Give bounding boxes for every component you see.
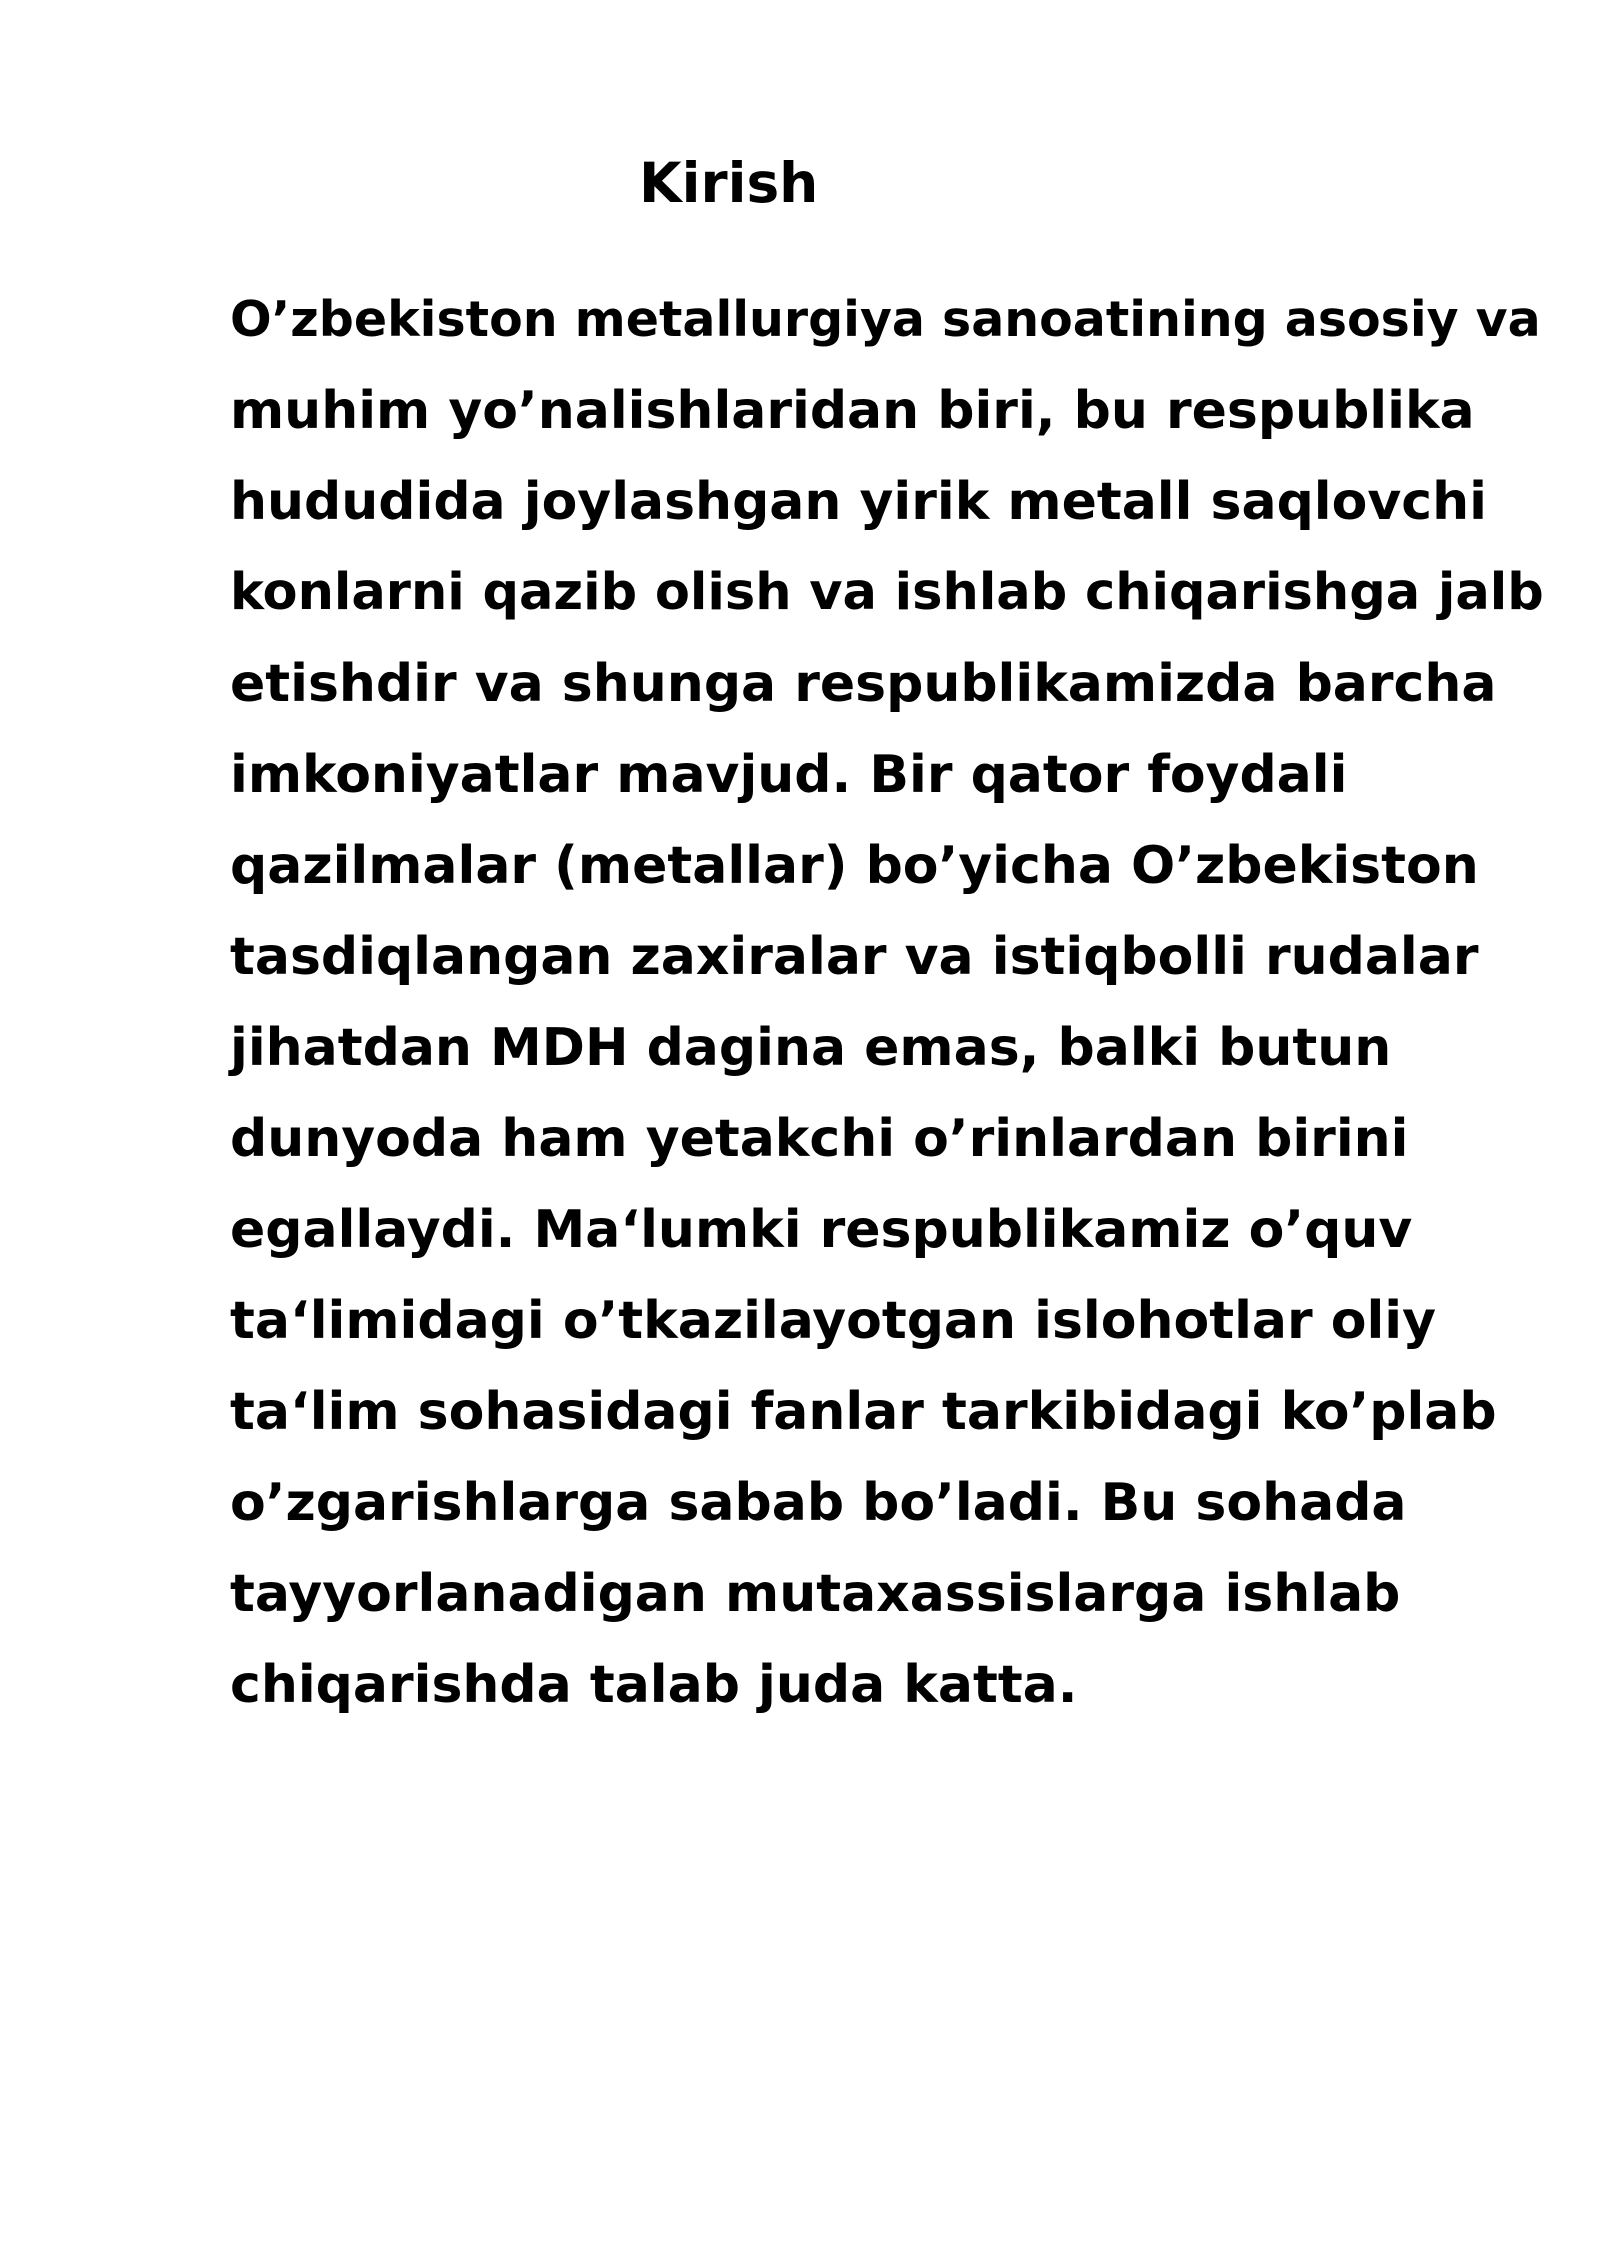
paragraph-line: dunyoda ham yetakchi o’rinlardan birini xyxy=(230,1109,1409,1169)
paragraph-line: muhim yo’nalishlaridan biri, bu respublika xyxy=(230,381,1475,441)
paragraph-line: ta‘lim sohasidagi fanlar tarkibidagi ko’plab xyxy=(230,1382,1497,1442)
paragraph-line: ta‘limidagi o’tkazilayotgan islohotlar oliy xyxy=(230,1291,1437,1351)
paragraph-line: egallaydi. Ma‘lumki respublikamiz o’quv xyxy=(230,1200,1413,1260)
paragraph-line: O’zbekiston metallurgiya sanoatining asosiy va xyxy=(230,291,1541,348)
paragraph-line: o’zgarishlarga sabab bo’ladi. Bu sohada xyxy=(230,1473,1407,1533)
document-title: Kirish xyxy=(639,151,819,215)
paragraph-line: hududida joylashgan yirik metall saqlovchi xyxy=(230,472,1487,532)
paragraph-line: jihatdan MDH dagina emas, balki butun xyxy=(230,1018,1392,1078)
body-paragraph xyxy=(230,280,1550,1736)
paragraph-line: qazilmalar (metallar) bo’yicha O’zbekiston xyxy=(230,836,1479,896)
paragraph-line: konlarni qazib olish va ishlab chiqarishga jalb xyxy=(230,563,1544,622)
paragraph-line: tayyorlanadigan mutaxassislarga ishlab xyxy=(230,1564,1401,1624)
paragraph-line: tasdiqlangan zaxiralar va istiqbolli rudalar xyxy=(230,927,1479,987)
paragraph-line: chiqarishda talab juda katta. xyxy=(230,1655,1078,1715)
paragraph-line: etishdir va shunga respublikamizda barcha xyxy=(230,654,1497,714)
paragraph-line: imkoniyatlar mavjud. Bir qator foydali xyxy=(230,745,1348,805)
